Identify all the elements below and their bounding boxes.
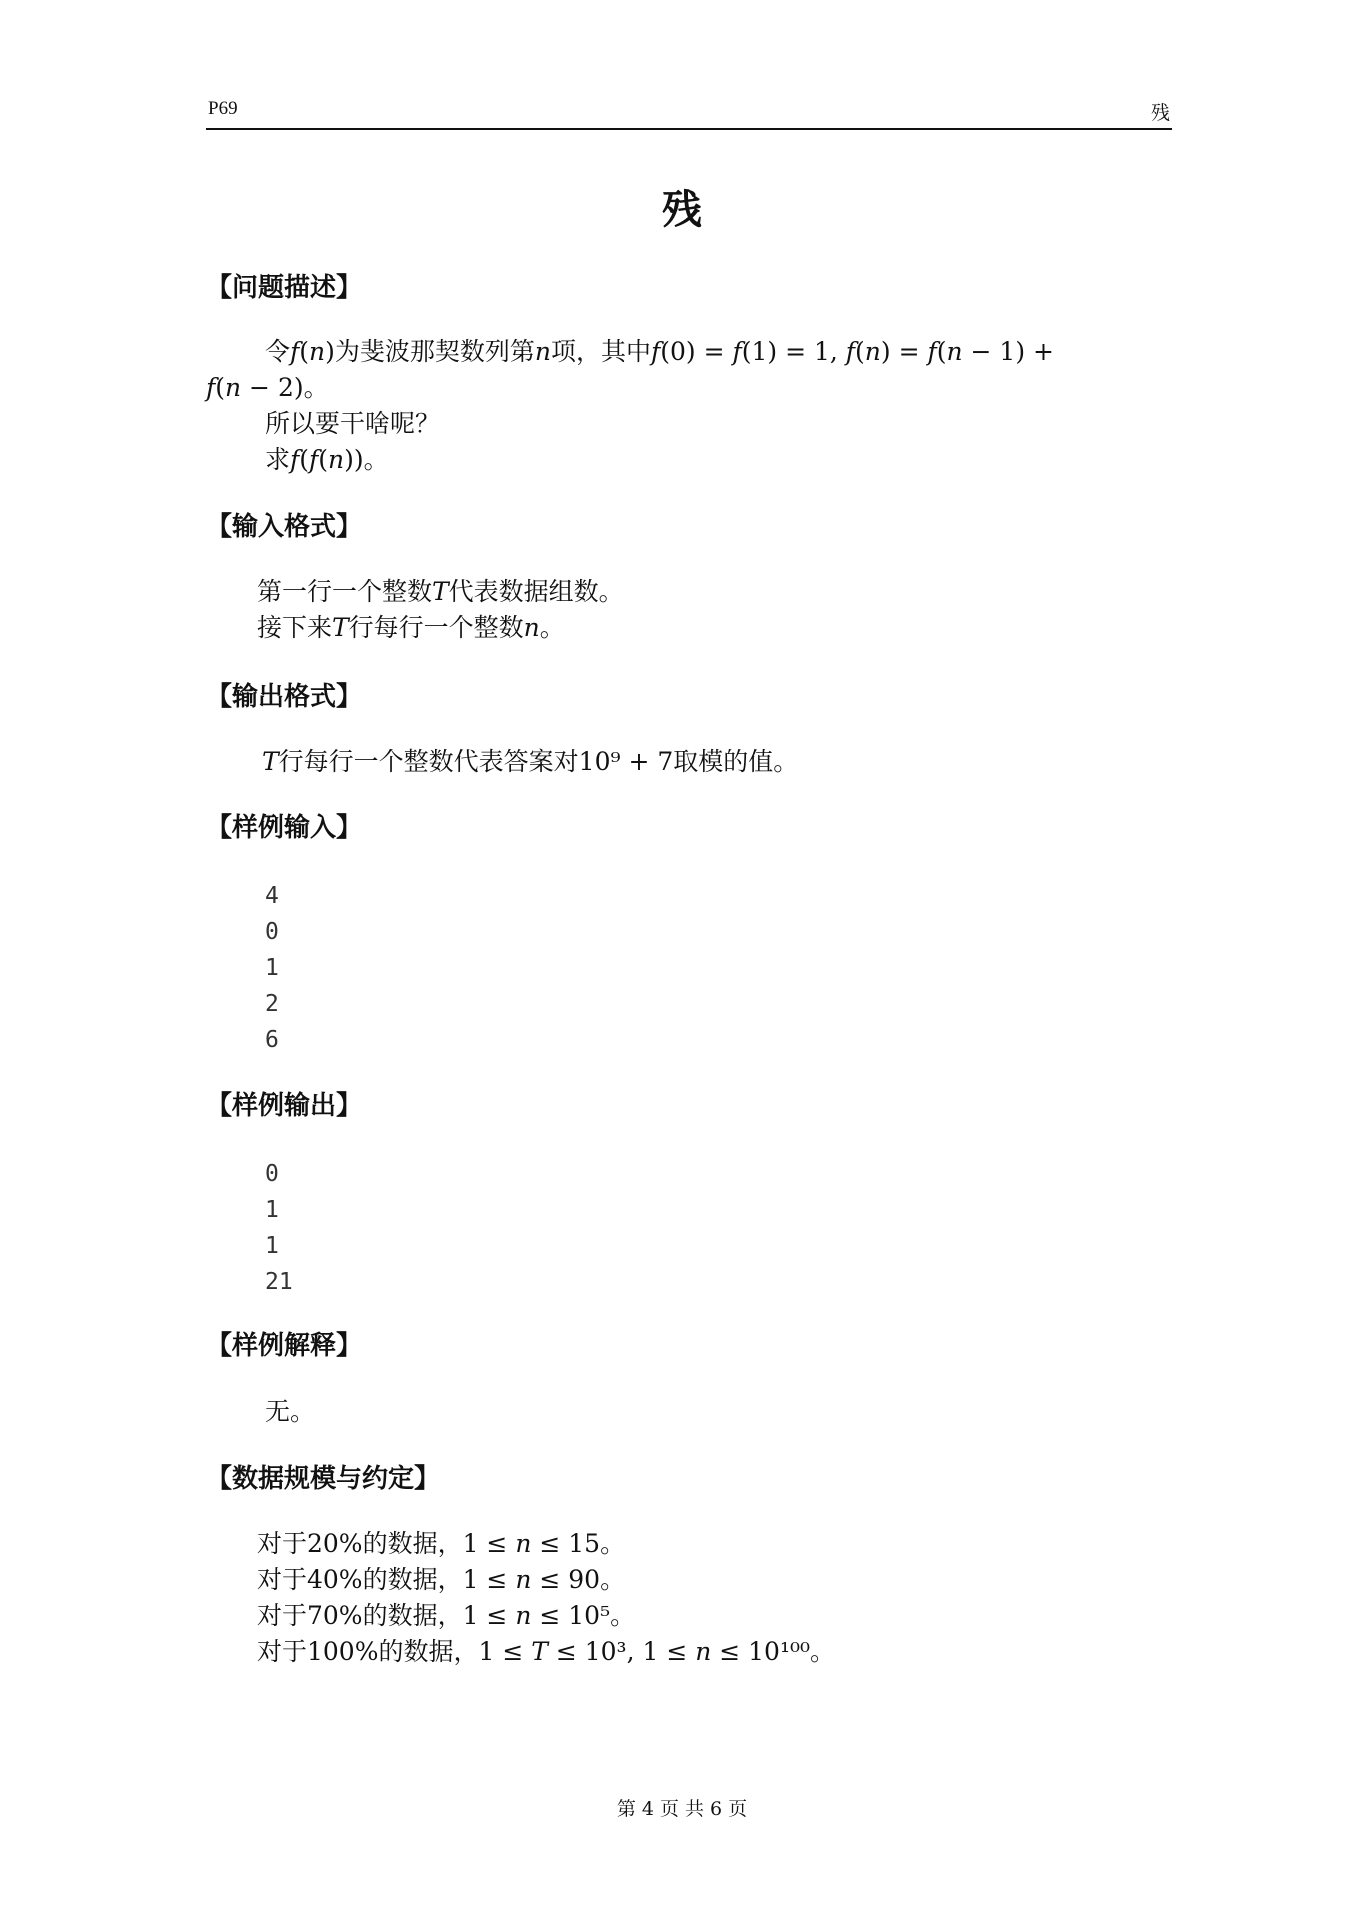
sample-input-line: 0 [265, 919, 279, 945]
sample-input-block [265, 878, 279, 1058]
sample-output-line: 1 [265, 1233, 279, 1259]
input-format-line-2: 接下来𝑇行每行一个整数𝑛。 [257, 613, 565, 642]
sample-input-heading: 【样例输入】 [206, 813, 363, 843]
constraints-line-3: 对于70%的数据，1 ≤ 𝑛 ≤ 10⁵。 [257, 1601, 636, 1630]
description-line-1: 令𝑓(𝑛)为斐波那契数列第𝑛项，其中𝑓(0) = 𝑓(1) = 1, 𝑓(𝑛) = 𝑓(𝑛 − 1) + [265, 337, 1054, 366]
sample-output-line: 0 [265, 1161, 279, 1187]
sample-output-block [265, 1156, 293, 1300]
page-header [206, 98, 1172, 130]
sample-output-line: 21 [265, 1269, 293, 1295]
description-line-4: 求𝑓(𝑓(𝑛))。 [265, 445, 389, 474]
sample-input-line: 2 [265, 991, 279, 1017]
sample-input-line: 4 [265, 883, 279, 909]
page-title: 残 [662, 187, 702, 233]
sample-explanation-heading: 【样例解释】 [206, 1331, 363, 1361]
input-format-line-1: 第一行一个整数𝑇代表数据组数。 [257, 577, 624, 606]
output-format-heading: 【输出格式】 [206, 682, 363, 712]
page-footer: 第 4 页 共 6 页 [616, 1798, 748, 1820]
description-line-2: 𝑓(𝑛 − 2)。 [206, 373, 329, 402]
description-heading: 【问题描述】 [206, 273, 363, 303]
constraints-line-1: 对于20%的数据，1 ≤ 𝑛 ≤ 15。 [257, 1529, 626, 1558]
constraints-line-4: 对于100%的数据，1 ≤ 𝑇 ≤ 10³, 1 ≤ 𝑛 ≤ 10¹⁰⁰。 [257, 1637, 836, 1666]
sample-input-line: 1 [265, 955, 279, 981]
sample-input-line: 6 [265, 1027, 279, 1053]
sample-output-heading: 【样例输出】 [206, 1091, 363, 1121]
header-problem-name: 残 [1150, 103, 1170, 124]
sample-explanation-line-1: 无。 [265, 1397, 316, 1426]
constraints-line-2: 对于40%的数据，1 ≤ 𝑛 ≤ 90。 [257, 1565, 626, 1594]
sample-output-line: 1 [265, 1197, 279, 1223]
input-format-heading: 【输入格式】 [206, 512, 363, 542]
header-problem-code: P69 [208, 98, 238, 119]
output-format-line-1: 𝑇行每行一个整数代表答案对10⁹ + 7取模的值。 [262, 747, 799, 776]
constraints-heading: 【数据规模与约定】 [206, 1464, 441, 1494]
description-line-3: 所以要干啥呢？ [265, 409, 441, 438]
